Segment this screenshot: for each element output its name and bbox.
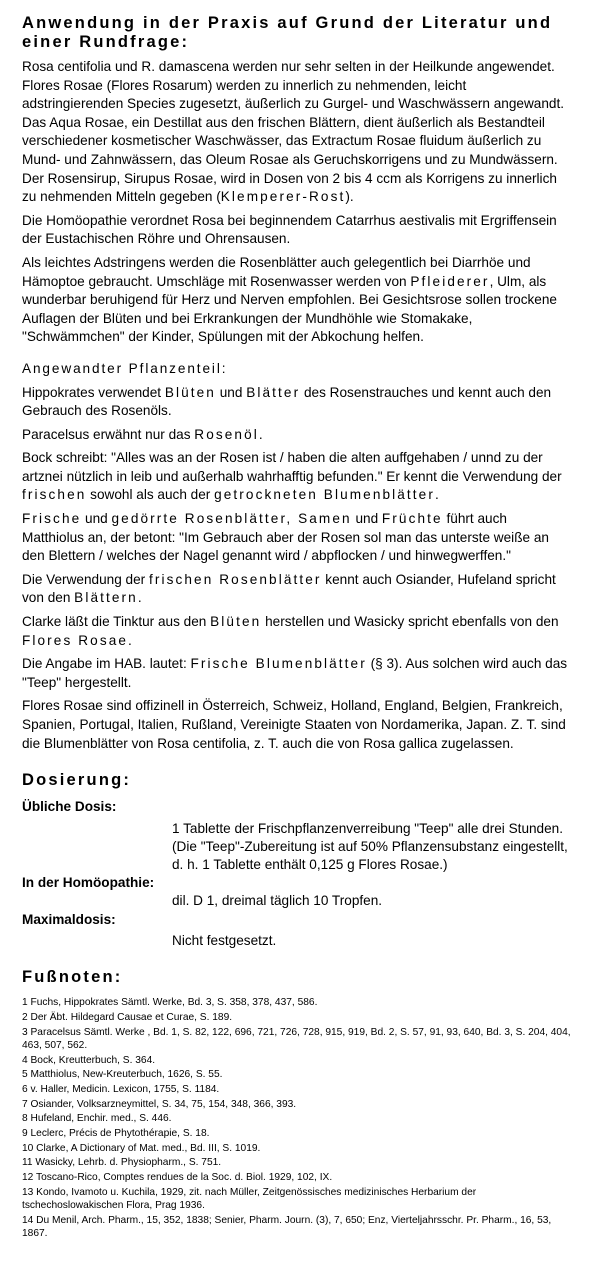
text: Die Angabe im HAB. lautet:: [22, 656, 191, 672]
dosage-label: In der Homöopathie:: [22, 875, 155, 891]
author-name: Klemperer-Rost: [220, 189, 346, 205]
text: kennt auch Osiander, Hufeland spricht von den: [22, 571, 556, 606]
footnote: 1 Fuchs, Hippokrates Sämtl. Werke, Bd. 3, S. 358, 378, 437, 586.: [22, 997, 318, 1009]
dosage-label: Übliche Dosis:: [22, 799, 117, 815]
paragraph: [22, 426, 571, 445]
text: Clarke läßt die Tinktur aus den: [22, 614, 211, 630]
emphasis: frischen: [22, 487, 87, 503]
dosage-note: (Die "Teep"-Zubereitung ist auf 50% Pflanzensubstanz eingestellt, d. h. 1 Tablette enthält 0,125 g Flores Rosae.): [172, 839, 568, 873]
text: Rosa centifolia und R. damascena werden nur sehr selten in der Heilkunde angewendet. Flores Rosae (Flores Rosarum) werden zu innerlich zu nehmenden, leicht adstringierenden Species zugesetzt, äußerlich zu Gurgel- und Waschwässern angewandt. Das Aqua Rosae, ein Destillat aus den frischen Blättern, dient äußerlich als Bestandteil verschiedener kosmetischer Waschwässer, das Extractum Rosae fluidum äußerlich zu Mund- und Zahnwässern, das Oleum Rosae als Geruchskorrigens und zu Mundwässern. Der Rosensirup, Sirupus Rosae, wird in Dosen von 2 bis 4 ccm als Korrigens zu innerlich zu nehmenden Mitteln gegeben (: [22, 59, 565, 205]
text: führt auch Matthiolus an, der betont: "Im Gebrauch aber der Rosen sol man das unterste weiße an den Blettern / welches der Nagel genannt wird / abpflocken / und hinwegwerffen.": [22, 511, 549, 564]
footnote: 10 Clarke, A Dictionary of Mat. med., Bd. III, S. 1019.: [22, 1142, 261, 1154]
text: sowohl als auch der: [86, 487, 215, 503]
text: und: [81, 511, 112, 527]
paragraph: [22, 254, 571, 347]
paragraph: [22, 449, 571, 505]
emphasis: Rosenöl: [194, 426, 259, 442]
text: .: [137, 590, 142, 606]
dosage-text: 1 Tablette der Frischpflanzenverreibung "Teep" alle drei Stunden.: [172, 821, 564, 837]
emphasis: frischen Rosenblätter: [148, 571, 322, 587]
footnote: 7 Osiander, Volksarzneymittel, S. 34, 75, 154, 348, 366, 393.: [22, 1098, 297, 1110]
footnote: 6 v. Haller, Medicin. Lexicon, 1755, S. 1184.: [22, 1083, 220, 1095]
paragraph: [22, 510, 571, 566]
text: herstellen und Wasicky spricht ebenfalls von den: [261, 614, 559, 630]
emphasis: Blüten: [164, 384, 216, 400]
text: .: [258, 426, 263, 442]
section-heading-anwendung: Anwendung in der Praxis auf Grund der Literatur und einer Rundfrage:: [22, 14, 553, 51]
footnote: 5 Matthiolus, New-Kreuterbuch, 1626, S. 55.: [22, 1069, 223, 1081]
dosage-text: Nicht festgesetzt.: [172, 933, 277, 949]
emphasis: gedörrte Rosenblätter, Samen: [111, 511, 352, 527]
text: Bock schreibt: "Alles was an der Rosen ist / haben die alten auffgehaben / unnd zu der artznei nützlich in leib und außerhalb wahrhafftig befunden." Er kennt die Verwendung der: [22, 450, 562, 484]
text: Als leichtes Adstringens werden die Rosenblätter auch gelegentlich bei Diarrhöe und Hämoptoe gebraucht. Umschläge mit Rosenwasser werden von: [22, 254, 531, 289]
footnote: 9 Leclerc, Précis de Phytothérapie, S. 18.: [22, 1128, 210, 1140]
footnote: 14 Du Menil, Arch. Pharm., 15, 352, 1838; Senier, Pharm. Journ. (3), 7, 650; Enz, Vierteljahrsschr. Pr. Pharm., 16, 53, 1867.: [22, 1214, 552, 1239]
text: und: [215, 384, 247, 400]
paragraph: Flores Rosae sind offizinell in Österreich, Schweiz, Holland, England, Belgien, Frankreich, Spanien, Portugal, Italien, Rußland, Vereinigte Staaten von Nordamerika, Japan. Z. T. sind die Blumenblätter von Rosa centifolia, z. T. auch die von Rosa gallica zugelassen.: [22, 698, 566, 751]
emphasis: Frische: [22, 511, 82, 527]
text: , Ulm, als wunderbar beruhigend für Herz und Nerven empfohlen. Bei Gesichtsrose sollen trockene Auflagen der Blüten und bei Erkrankungen der Mundhöhle wie Stomakake, "Schwämmchen" der Kinder, Spülungen mit der Abkochung helfen.: [22, 273, 557, 345]
text: .: [434, 487, 439, 503]
emphasis: Flores Rosae: [22, 632, 129, 648]
text: Paracelsus erwähnt nur das: [22, 426, 195, 442]
dosage-label: Maximaldosis:: [22, 912, 116, 928]
section-heading-dosierung: Dosierung:: [22, 771, 132, 790]
section-heading-pflanzenteil: Angewandter Pflanzenteil:: [22, 360, 228, 376]
footnote-list: [22, 996, 571, 1240]
paragraph: [22, 384, 571, 421]
text: (§ 3). Aus solchen wird auch das "Teep" hergestellt.: [22, 656, 568, 690]
dosage-text: dil. D 1, dreimal täglich 10 Tropfen.: [172, 893, 383, 909]
footnote: 11 Wasicky, Lehrb. d. Physiopharm., S. 751.: [22, 1157, 222, 1169]
author-name: Pfleiderer: [410, 273, 490, 289]
emphasis: Frische Blumenblätter: [190, 656, 367, 672]
text: Die Verwendung der: [22, 571, 149, 587]
section-heading-fussnoten: Fußnoten:: [22, 968, 123, 987]
emphasis: Früchte: [381, 511, 443, 527]
text: und: [351, 511, 382, 527]
emphasis: getrockneten Blumenblätter: [214, 487, 435, 503]
paragraph: Die Homöopathie verordnet Rosa bei beginnendem Catarrhus aestivalis mit Ergriffensein der Eustachischen Röhre und Ohrensausen.: [22, 212, 557, 247]
emphasis: Blättern: [74, 590, 138, 606]
emphasis: Blätter: [246, 384, 301, 400]
text: ).: [345, 189, 354, 205]
paragraph: [22, 655, 571, 692]
footnote: 13 Kondo, Ivamoto u. Kuchila, 1929, zit. nach Müller, Zeitgenössisches medizinisches Herbarium der tschechoslowakischen Flora, Prag 1936.: [22, 1186, 477, 1212]
text: .: [128, 632, 132, 648]
footnote: 3 Paracelsus Sämtl. Werke , Bd. 1, S. 82, 122, 696, 721, 726, 728, 915, 919, Bd. 2, S. 57, 91, 93, 640, Bd. 3, S. 204, 404, 463, 507, 562.: [22, 1026, 571, 1051]
paragraph: [22, 58, 571, 207]
paragraph: [22, 571, 571, 608]
footnote: 2 Der Äbt. Hildegard Causae et Curae, S. 189.: [22, 1011, 233, 1023]
text: des Rosenstrauches und kennt auch den Gebrauch des Rosenöls.: [22, 384, 552, 419]
text: Hippokrates verwendet: [22, 384, 165, 400]
emphasis: Blüten: [210, 614, 262, 630]
footnote: 8 Hufeland, Enchir. med., S. 446.: [22, 1113, 172, 1125]
paragraph: [22, 613, 571, 650]
footnote: 12 Toscano-Rico, Comptes rendues de la Soc. d. Biol. 1929, 102, IX.: [22, 1172, 333, 1184]
footnote: 4 Bock, Kreutterbuch, S. 364.: [22, 1054, 156, 1066]
